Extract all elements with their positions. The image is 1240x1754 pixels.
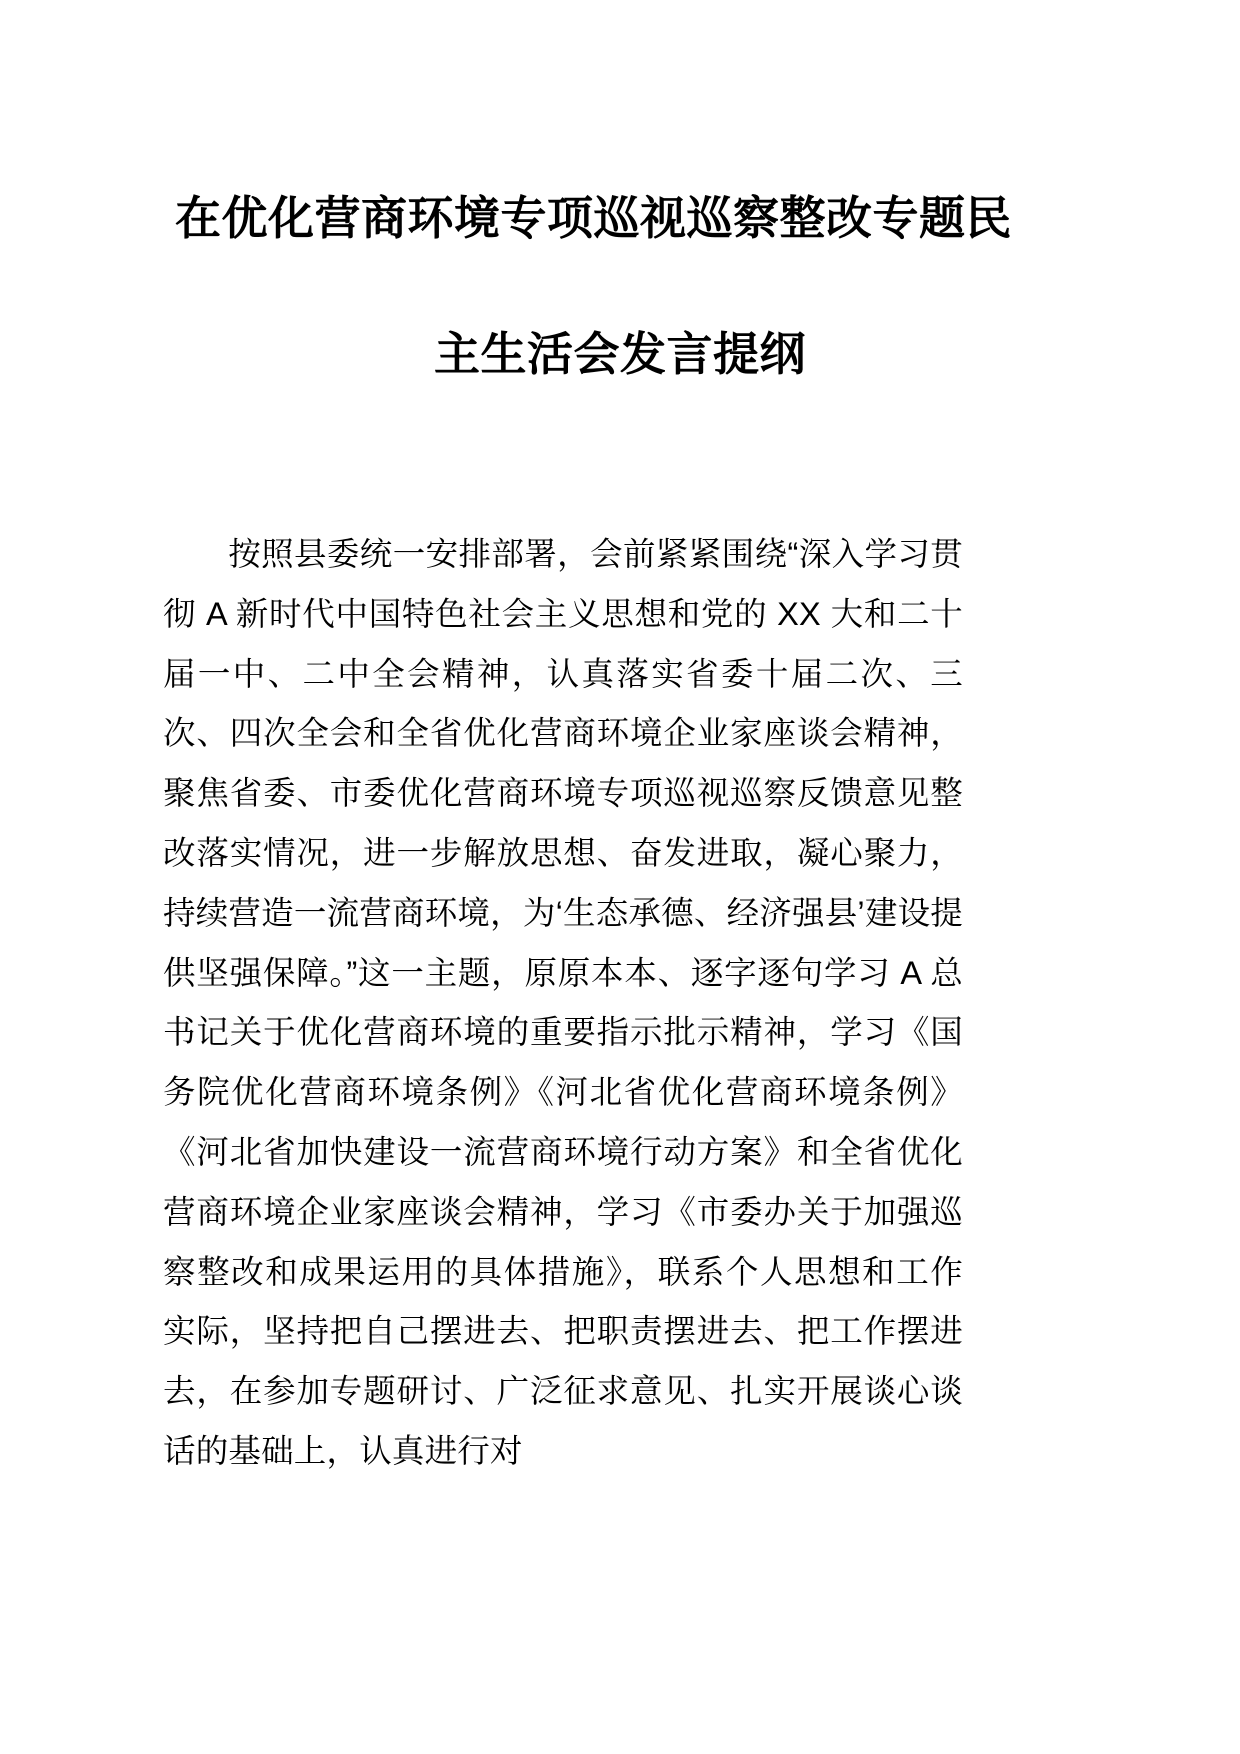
body-paragraph-1 (163, 525, 963, 1482)
page-title-line-2: 主生活会发言提纲 (434, 328, 806, 380)
page-title-line-1: 在优化营商环境专项巡视巡察整改专题民 (175, 192, 1012, 244)
document-body (163, 525, 963, 1482)
page-title (150, 150, 1090, 422)
paragraph-text: 按照县委统一安排部署，会前紧紧围绕“深入学习贯彻 A 新时代中国特色社会主义思想和党的 XX 大和二十届一中、二中全会精神，认真落实省委十届二次、三次、四次全会和全省优化营商环境企业家座谈会精神，聚焦省委、市委优化营商环境专项巡视巡察反馈意见整改落实情况，进一步解放思想、奋发进取，凝心聚力，持续营造一流营商环境，为‘生态承德、经济强县’建设提供坚强保障。”这一主题，原原本本、逐字逐句学习 A 总书记关于优化营商环境的重要指示批示精神，学习《国务院优化营商环境条例》《河北省优化营商环境条例》《河北省加快建设一流营商环境行动方案》和全省优化营商环境企业家座谈会精神，学习《市委办关于加强巡察整改和成果运用的具体措施》，联系个人思想和工作实际，坚持把自己摆进去、把职责摆进去、把工作摆进去，在参加专题研讨、广泛征求意见、扎实开展谈心谈话的基础上，认真进行对 (163, 536, 963, 1469)
